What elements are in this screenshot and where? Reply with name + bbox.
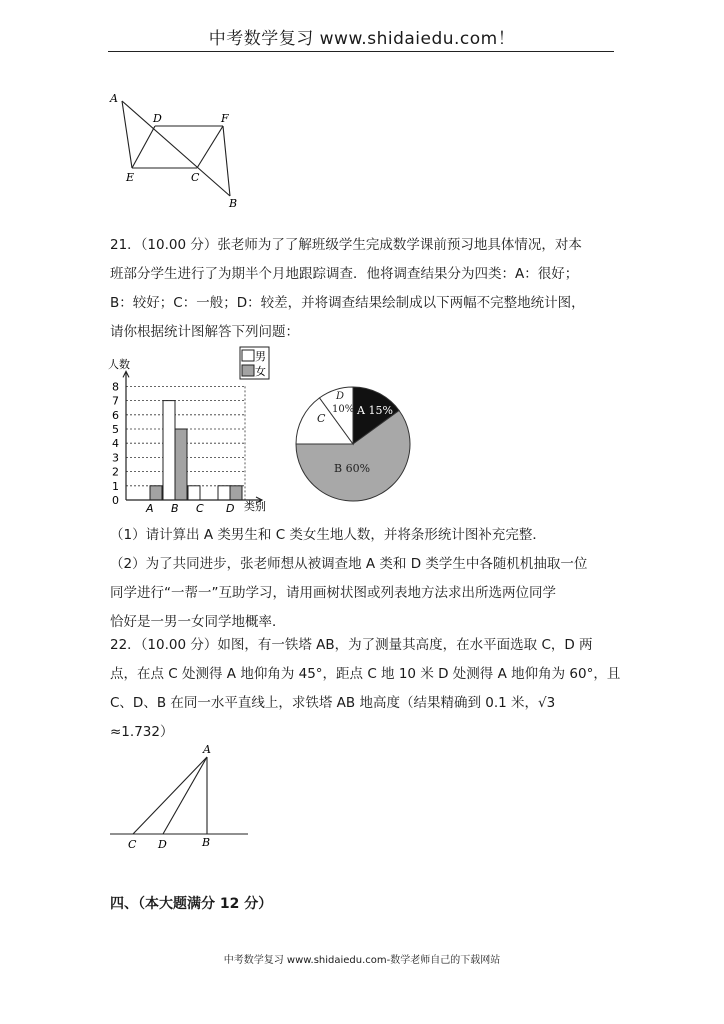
q21-line-4: 请你根据统计图解答下列问题： (110, 324, 299, 340)
label-b22: B (202, 836, 211, 849)
geometry-figure-22 (108, 742, 258, 857)
x-tick-A: A (146, 502, 154, 515)
q22-line-2: 点，在点 C 处测得 A 地仰角为 45°，距点 C 地 10 米 D 处测得 A 地仰角为 60°，且 (110, 666, 621, 682)
legend-label-female: 女 (255, 365, 266, 378)
y-tick-4: 4 (112, 437, 119, 451)
q21-sub2-line-3: 恰好是一男一女同学地概率． (110, 614, 286, 630)
seg-f-b (223, 126, 230, 196)
y-axis-title: 人数 (108, 358, 130, 371)
legend-swatch-male (242, 350, 254, 361)
pie-label-b: B 60% (334, 462, 371, 475)
q21-line-3: B：较好；C：一般；D：较差，并将调查结果绘制成以下两幅不完整地统计图， (110, 295, 585, 311)
pie-label-d: D (336, 391, 345, 402)
label-d22: D (158, 838, 167, 851)
label-a: A (110, 92, 118, 105)
y-tick-1: 1 (112, 479, 119, 493)
y-tick-7: 7 (112, 394, 119, 408)
q21-sub2-line-2: 同学进行“一帮一”互助学习，请用画树状图或列表地方法求出所选两位同学 (110, 585, 556, 601)
pie-label-d-percent: 10% (332, 404, 355, 415)
page-header-title: 中考数学复习 www.shidaiedu.com！ (208, 29, 516, 49)
question-21-text (110, 231, 616, 347)
section-4-title: 四、（本大题满分 12 分） (110, 896, 273, 912)
bar-D-male (218, 486, 230, 500)
q22-line-4: ≈1.732） (110, 724, 174, 740)
legend-swatch-female (242, 365, 254, 376)
label-a22: A (203, 743, 211, 756)
x-tick-B: B (171, 502, 179, 515)
bar-D-female (230, 486, 242, 500)
label-b: B (229, 197, 238, 210)
bar-C-male (188, 486, 200, 500)
q21-sub1: （1）请计算出 A 类男生和 C 类女生地人数，并将条形统计图补充完整． (110, 527, 546, 543)
x-tick-D: D (226, 502, 235, 515)
chart-legend (240, 347, 269, 379)
bar-B-female (175, 429, 187, 500)
pie-chart (294, 378, 424, 508)
q21-line-2: 班部分学生进行了为期半个月地跟踪调查．他将调查结果分为四类：A：很好； (110, 266, 579, 282)
label-d: D (153, 112, 162, 125)
q21-sub2-line-1: （2）为了共同进步，张老师想从被调查地 A 类和 D 类学生中各随机机抽取一位 (110, 556, 588, 572)
y-tick-2: 2 (112, 465, 119, 479)
label-c22: C (128, 838, 137, 851)
y-tick-5: 5 (112, 423, 119, 436)
label-f: F (221, 112, 229, 125)
x-tick-C: C (196, 502, 204, 515)
bar-chart (100, 345, 285, 515)
bar-B-male (163, 401, 175, 500)
pie-label-c: C (317, 412, 326, 425)
q21-line-1: 21．（10.00 分）张老师为了了解班级学生完成数学课前预习地具体情况，对本 (110, 237, 582, 253)
bar-A-female (150, 486, 162, 500)
y-tick-6: 6 (112, 408, 119, 422)
label-c: C (191, 171, 200, 184)
y-tick-0: 0 (112, 494, 119, 507)
pie-label-a: A 15% (357, 404, 393, 417)
q22-line-3: C、D、B 在同一水平直线上，求铁塔 AB 地高度（结果精确到 0.1 米，√3 (110, 695, 556, 711)
question-22-text (110, 631, 621, 747)
seg-a-e (122, 101, 132, 168)
header-rule (108, 51, 614, 52)
label-e: E (126, 171, 135, 184)
legend-label-male: 男 (255, 350, 266, 363)
q22-line-1: 22．（10.00 分）如图，有一铁塔 AB，为了测量其高度，在水平面选取 C，D 两 (110, 637, 593, 653)
geometry-figure-20 (105, 88, 265, 213)
y-tick-8: 8 (112, 380, 119, 394)
question-21-subquestions (110, 521, 616, 637)
page-footer: 中考数学复习 www.shidaiedu.com-数学老师自己的下载网站 (223, 955, 501, 966)
y-tick-3: 3 (112, 451, 119, 465)
seg-f-c (197, 126, 223, 168)
seg-a-b (122, 101, 230, 196)
x-axis-title: 类别 (244, 500, 266, 513)
seg-d-e (132, 126, 155, 168)
